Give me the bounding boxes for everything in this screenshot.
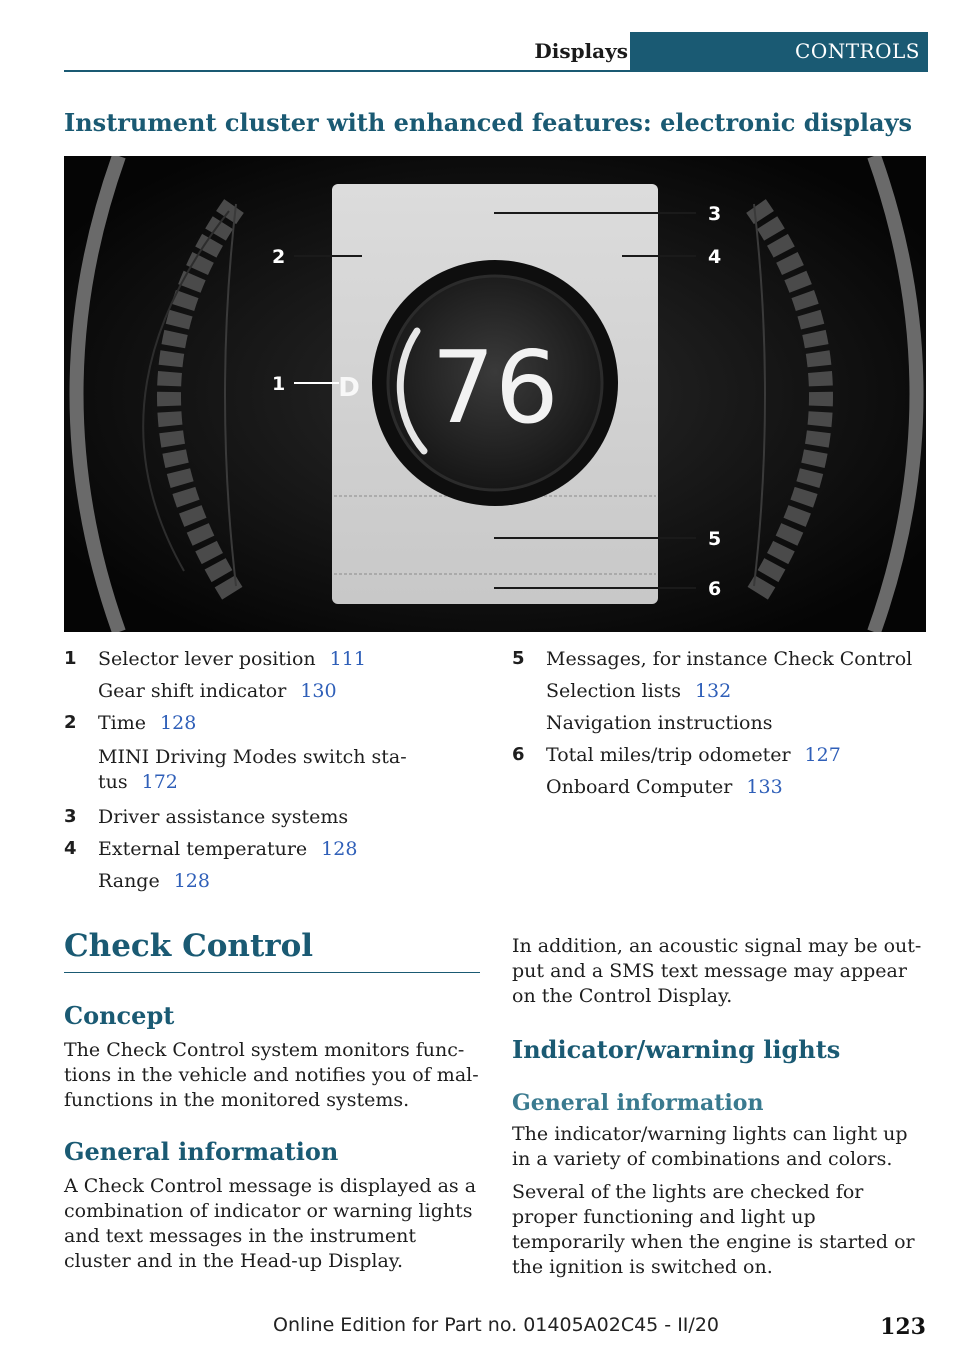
gear-indicator: D	[338, 373, 360, 403]
legend-line	[546, 771, 932, 803]
legend-line	[546, 675, 932, 707]
legend-line	[546, 707, 932, 739]
callout-label-1: 1	[272, 373, 286, 395]
concept-paragraph: The Check Control system monitors func-tions in the vehicle and notifies you of mal-functions in the monitored systems.	[64, 1039, 479, 1111]
header-rule	[64, 70, 928, 72]
legend-text: Gear shift indicator	[98, 680, 287, 702]
page-number: 123	[880, 1314, 926, 1340]
legend-item-6	[512, 739, 932, 803]
legend-line	[546, 643, 932, 675]
legend-left-column	[64, 643, 484, 897]
legend-item-2	[64, 707, 484, 801]
legend-number: 2	[64, 712, 77, 733]
legend-number: 6	[512, 744, 525, 765]
legend-item-1	[64, 643, 484, 707]
legend-line	[98, 675, 484, 707]
instrument-cluster-figure	[64, 156, 926, 632]
legend-line	[98, 833, 484, 865]
speed-readout: 76	[431, 329, 559, 446]
addition-paragraph: In addition, an acoustic signal may be out-put and a SMS text message may appear on the Control Display.	[512, 935, 922, 1007]
page-reference-link[interactable]: 128	[160, 712, 197, 734]
instrument-cluster-illustration	[64, 156, 926, 632]
legend-text: Onboard Computer	[546, 776, 733, 798]
page-reference-link[interactable]: 128	[321, 838, 358, 860]
callout-label-3: 3	[708, 203, 722, 225]
legend-text: tus	[98, 771, 128, 793]
legend-line	[98, 739, 484, 769]
legend-number: 4	[64, 838, 77, 859]
indicator-paragraph-1: The indicator/warning lights can light up in a variety of combinations and colors.	[512, 1123, 908, 1170]
page-reference-link[interactable]: 127	[804, 744, 841, 766]
general-information-paragraph: A Check Control message is displayed as a combination of indicator or warning lights and text messages in the instrument cluster and in the Head-up Display.	[64, 1175, 477, 1272]
legend-text: External temperature	[98, 838, 308, 860]
page-header	[64, 32, 928, 72]
figure-title: Instrument cluster with enhanced features: electronic displays	[64, 108, 913, 137]
page-reference-link[interactable]: 172	[141, 771, 178, 793]
legend-text: Selector lever position	[98, 648, 316, 670]
indicator-warning-heading: Indicator/warning lights	[512, 1035, 841, 1064]
callout-label-2: 2	[272, 246, 286, 268]
legend-text: Time	[98, 712, 147, 734]
legend-number: 1	[64, 648, 77, 669]
legend-line	[546, 739, 932, 771]
legend-text: Driver assistance systems	[98, 806, 349, 828]
legend-item-3	[64, 801, 484, 833]
legend-line	[98, 707, 484, 739]
page-reference-link[interactable]: 132	[694, 680, 732, 702]
legend-item-4	[64, 833, 484, 897]
callout-label-4: 4	[708, 246, 722, 268]
page-reference-link[interactable]: 133	[746, 776, 783, 798]
heading-rule	[64, 972, 480, 973]
legend-text: Range	[98, 870, 160, 892]
legend-item-5	[512, 643, 932, 739]
page-reference-link[interactable]: 130	[300, 680, 337, 702]
header-chapter-tab: CONTROLS	[630, 32, 928, 70]
general-information-heading: General information	[64, 1137, 339, 1166]
legend-line	[98, 643, 484, 675]
check-control-heading: Check Control	[64, 928, 314, 964]
legend-line	[98, 769, 484, 801]
legend-text: MINI Driving Modes switch sta-	[98, 746, 407, 768]
concept-heading: Concept	[64, 1001, 175, 1030]
legend-line	[98, 865, 484, 897]
page-reference-link[interactable]: 111	[329, 648, 366, 670]
indicator-general-heading: General information	[512, 1090, 764, 1116]
legend-text: Total miles/trip odometer	[546, 744, 791, 766]
legend-number: 3	[64, 806, 77, 827]
page-reference-link[interactable]: 128	[173, 870, 210, 892]
footer-edition-text: Online Edition for Part no. 01405A02C45 - II/20	[272, 1314, 719, 1336]
indicator-column	[512, 934, 928, 1280]
legend-right-column	[512, 643, 932, 803]
legend-line	[98, 801, 484, 833]
legend-text: Navigation instructions	[546, 712, 773, 734]
header-section-title: Displays	[534, 39, 628, 63]
legend-number: 5	[512, 648, 525, 669]
callout-label-5: 5	[708, 528, 722, 550]
indicator-paragraph-2: Several of the lights are checked for proper functioning and light up temporarily when the engine is started or the ignition is switched on.	[512, 1181, 915, 1278]
callout-label-6: 6	[708, 578, 722, 600]
legend-text: Messages, for instance Check Control	[546, 648, 913, 670]
check-control-column	[64, 928, 480, 1274]
legend-text: Selection lists	[546, 680, 681, 702]
